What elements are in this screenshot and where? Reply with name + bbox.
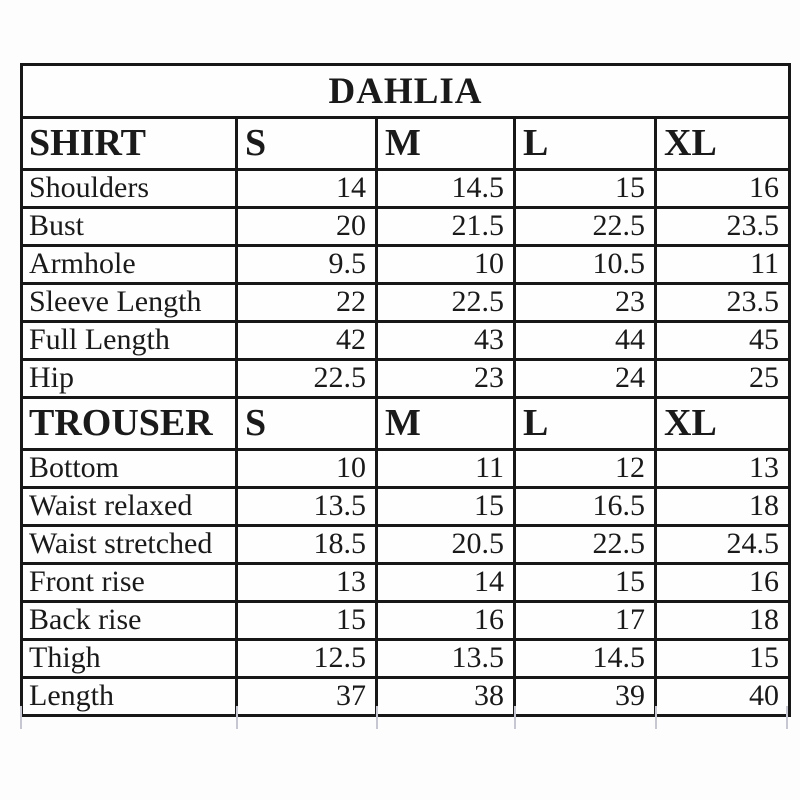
size-chart-table (20, 63, 791, 717)
measurement-label: Armhole (22, 246, 237, 284)
size-column-header-s: S (237, 398, 377, 450)
measurement-value: 10.5 (515, 246, 656, 284)
measurement-value: 16.5 (515, 488, 656, 526)
measurement-value: 22.5 (515, 208, 656, 246)
size-column-header-l: L (515, 398, 656, 450)
measurement-value: 15 (377, 488, 515, 526)
measurement-label: Bust (22, 208, 237, 246)
measurement-value: 38 (377, 678, 515, 716)
measurement-label: Full Length (22, 322, 237, 360)
measurement-value: 14 (377, 564, 515, 602)
measurement-value: 40 (656, 678, 790, 716)
measurement-label: Waist relaxed (22, 488, 237, 526)
measurement-label: Shoulders (22, 170, 237, 208)
measurement-value: 12.5 (237, 640, 377, 678)
measurement-row (22, 526, 790, 564)
measurement-value: 16 (377, 602, 515, 640)
measurement-value: 15 (656, 640, 790, 678)
column-grid-tick (236, 706, 238, 729)
measurement-value: 14.5 (377, 170, 515, 208)
measurement-value: 13 (656, 450, 790, 488)
size-column-header-xl: XL (656, 118, 790, 170)
measurement-value: 14.5 (515, 640, 656, 678)
measurement-value: 10 (237, 450, 377, 488)
measurement-value: 15 (237, 602, 377, 640)
measurement-label: Bottom (22, 450, 237, 488)
measurement-label: Back rise (22, 602, 237, 640)
measurement-row (22, 322, 790, 360)
measurement-value: 11 (656, 246, 790, 284)
measurement-value: 21.5 (377, 208, 515, 246)
measurement-value: 45 (656, 322, 790, 360)
measurement-value: 23.5 (656, 284, 790, 322)
size-column-header-m: M (377, 398, 515, 450)
measurement-label: Sleeve Length (22, 284, 237, 322)
measurement-label: Front rise (22, 564, 237, 602)
measurement-value: 16 (656, 564, 790, 602)
measurement-value: 13.5 (237, 488, 377, 526)
measurement-value: 13.5 (377, 640, 515, 678)
measurement-row (22, 170, 790, 208)
measurement-label: Hip (22, 360, 237, 398)
measurement-value: 23 (377, 360, 515, 398)
measurement-row (22, 450, 790, 488)
measurement-value: 23 (515, 284, 656, 322)
measurement-row (22, 360, 790, 398)
measurement-row (22, 640, 790, 678)
measurement-value: 24 (515, 360, 656, 398)
column-grid-tick (376, 706, 378, 729)
measurement-value: 22.5 (237, 360, 377, 398)
measurement-row (22, 602, 790, 640)
measurement-value: 22 (237, 284, 377, 322)
measurement-value: 20.5 (377, 526, 515, 564)
measurement-value: 18 (656, 602, 790, 640)
measurement-value: 18 (656, 488, 790, 526)
chart-title: DAHLIA (22, 65, 790, 118)
measurement-value: 44 (515, 322, 656, 360)
measurement-value: 22.5 (377, 284, 515, 322)
measurement-row (22, 488, 790, 526)
measurement-label: Waist stretched (22, 526, 237, 564)
measurement-row (22, 246, 790, 284)
measurement-value: 14 (237, 170, 377, 208)
measurement-value: 11 (377, 450, 515, 488)
measurement-value: 22.5 (515, 526, 656, 564)
size-column-header-m: M (377, 118, 515, 170)
measurement-value: 15 (515, 564, 656, 602)
column-grid-tick (514, 706, 516, 729)
measurement-value: 23.5 (656, 208, 790, 246)
measurement-value: 42 (237, 322, 377, 360)
chart-title-row (22, 65, 790, 118)
measurement-value: 25 (656, 360, 790, 398)
column-grid-tick (20, 706, 22, 729)
measurement-value: 10 (377, 246, 515, 284)
section-header-row-trouser (22, 398, 790, 450)
measurement-value: 39 (515, 678, 656, 716)
measurement-value: 20 (237, 208, 377, 246)
measurement-row (22, 208, 790, 246)
measurement-value: 15 (515, 170, 656, 208)
measurement-value: 43 (377, 322, 515, 360)
section-header-shirt: SHIRT (22, 118, 237, 170)
section-header-trouser: TROUSER (22, 398, 237, 450)
measurement-value: 18.5 (237, 526, 377, 564)
measurement-label: Thigh (22, 640, 237, 678)
measurement-value: 24.5 (656, 526, 790, 564)
measurement-row (22, 284, 790, 322)
size-column-header-s: S (237, 118, 377, 170)
measurement-value: 12 (515, 450, 656, 488)
measurement-label: Length (22, 678, 237, 716)
measurement-row (22, 564, 790, 602)
column-grid-tick (655, 706, 657, 729)
measurement-value: 37 (237, 678, 377, 716)
size-column-header-xl: XL (656, 398, 790, 450)
column-grid-tick (786, 706, 788, 729)
measurement-value: 17 (515, 602, 656, 640)
size-column-header-l: L (515, 118, 656, 170)
section-header-row-shirt (22, 118, 790, 170)
measurement-value: 13 (237, 564, 377, 602)
measurement-value: 16 (656, 170, 790, 208)
measurement-row (22, 678, 790, 716)
measurement-value: 9.5 (237, 246, 377, 284)
